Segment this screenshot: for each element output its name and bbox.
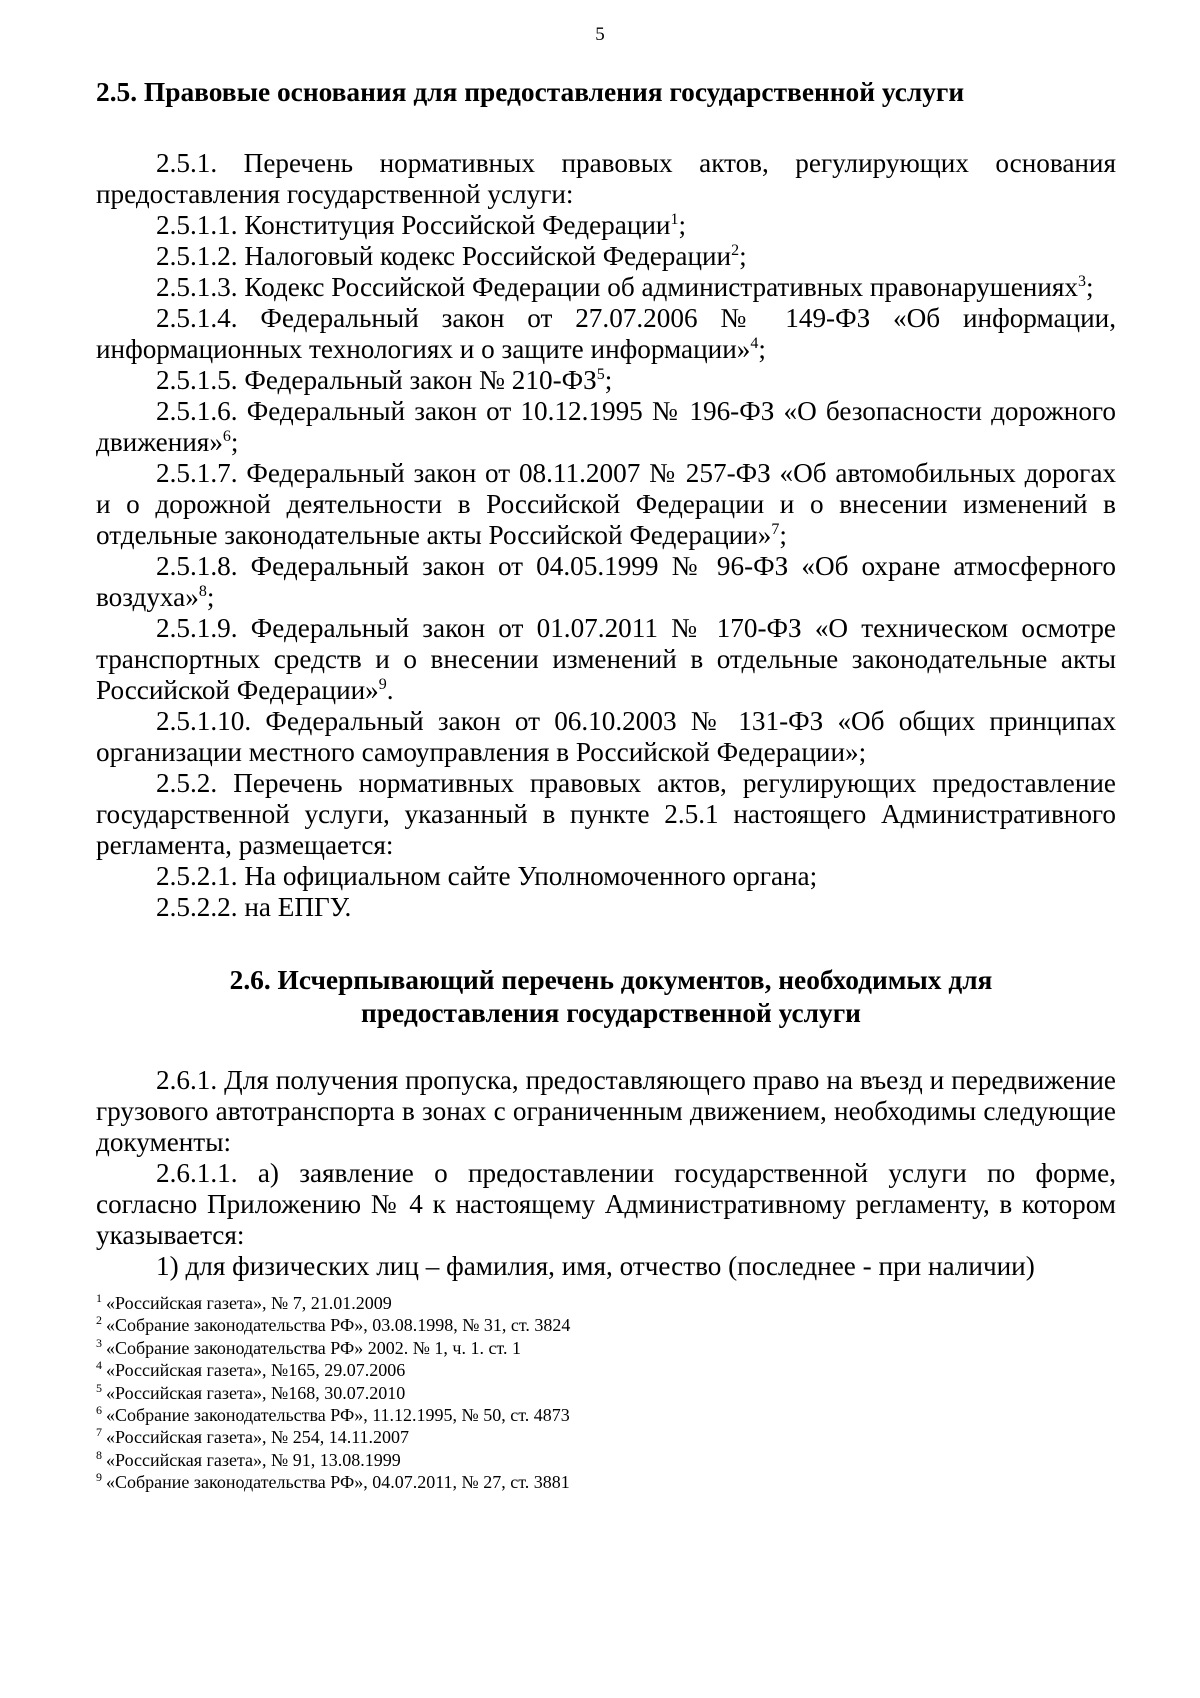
paragraph-2-5-1-4: 2.5.1.4. Федеральный закон от 27.07.2006 № 149-ФЗ «Об информации, информационных технологиях и о защите информации»$^4$; <box>96 303 1116 364</box>
footnote-ref: 5 <box>596 365 605 383</box>
section-heading-2-6 <box>96 964 1116 1030</box>
paragraph-2-5-1-9: 2.5.1.9. Федеральный закон от 01.07.2011 № 170-ФЗ «О техническом осмотре транспортных средств и о внесении изменений в отдельные законодательные акты Российской Федерации»$^9$. <box>96 613 1116 705</box>
page-number: 5 <box>595 24 605 45</box>
footnote-4: $^4$ «Российская газета», №165, 29.07.2006 <box>96 1358 406 1381</box>
paragraph-2-5-1-6: 2.5.1.6. Федеральный закон от 10.12.1995 № 196-ФЗ «О безопасности дорожного движения»$^6$; <box>96 396 1116 457</box>
footnote-7: $^7$ «Российская газета», № 254, 14.11.2007 <box>96 1425 410 1448</box>
paragraph-2-5-1-1: 2.5.1.1. Конституция Российской Федерации$^1$; <box>156 210 687 240</box>
paragraph-2-5-1-3: 2.5.1.3. Кодекс Российской Федерации об административных правонарушениях$^3$; <box>156 272 1094 302</box>
footnote-5: $^5$ «Российская газета», №168, 30.07.2010 <box>96 1380 406 1403</box>
footnotes <box>96 1292 1096 1494</box>
footnote-1: $^1$ «Российская газета», № 7, 21.01.2009 <box>96 1291 392 1313</box>
section-heading-2-6-line2: предоставления государственной услуги <box>361 998 861 1028</box>
paragraph-2-5-2: 2.5.2. Перечень нормативных правовых актов, регулирующих предоставление государственной услуги, указанный в пункте 2.5.1 настоящего Административного регламента, размещается: <box>96 768 1116 860</box>
footnote-9: $^9$ «Собрание законодательства РФ», 04.07.2011, № 27, ст. 3881 <box>96 1470 570 1493</box>
paragraph-2-5-2-2: 2.5.2.2. на ЕПГУ. <box>156 892 352 922</box>
document-body <box>96 76 1116 1282</box>
paragraph-2-6-1-1: 2.6.1.1. а) заявление о предоставлении государственной услуги по форме, согласно Приложению № 4 к настоящему Административному регламенту, в котором указывается: <box>96 1158 1116 1250</box>
section-heading-2-6-line1: 2.6. Исчерпывающий перечень документов, необходимых для <box>229 965 993 995</box>
footnote-ref: 6 <box>222 427 231 445</box>
footnote-ref: 3 <box>1078 272 1087 290</box>
paragraph-2-5-1-10: 2.5.1.10. Федеральный закон от 06.10.2003 № 131-ФЗ «Об общих принципах организации местного самоуправления в Российской Федерации»; <box>96 706 1116 767</box>
section-heading-2-5: 2.5. Правовые основания для предоставления государственной услуги <box>96 77 965 107</box>
paragraph-2-5-2-1: 2.5.2.1. На официальном сайте Уполномоченного органа; <box>156 861 818 891</box>
footnote-8: $^8$ «Российская газета», № 91, 13.08.1999 <box>96 1447 401 1470</box>
footnote-ref: 7 <box>771 520 780 538</box>
footnote-ref: 8 <box>198 582 207 600</box>
paragraph-2-5-1-5: 2.5.1.5. Федеральный закон № $210-ФЗ^5$; <box>156 365 613 395</box>
footnote-ref: 2 <box>731 241 740 259</box>
paragraph-2-5-1-8: 2.5.1.8. Федеральный закон от 04.05.1999 № 96-ФЗ «Об охране атмосферного воздуха»$^8$; <box>96 551 1116 612</box>
paragraph-2-5-1-2: 2.5.1.2. Налоговый кодекс Российской Федерации$^2$; <box>156 241 747 271</box>
paragraph-2-5-1-7: 2.5.1.7. Федеральный закон от 08.11.2007 № 257-ФЗ «Об автомобильных дорогах и о дорожной деятельности в Российской Федерации и о внесении изменений в отдельные законодательные акты Российской Федерации»$^7$; <box>96 458 1116 550</box>
footnote-ref: 1 <box>670 210 679 228</box>
footnote-2: $^2$ «Собрание законодательства РФ», 03.08.1998, № 31, ст. 3824 <box>96 1313 571 1336</box>
paragraph-2-6-1: 2.6.1. Для получения пропуска, предоставляющего право на въезд и передвижение грузового автотранспорта в зонах с ограниченным движением, необходимы следующие документы: <box>96 1065 1116 1157</box>
paragraph-2-5-1: 2.5.1. Перечень нормативных правовых актов, регулирующих основания предоставления государственной услуги: <box>96 148 1116 209</box>
footnote-ref: 4 <box>750 334 759 352</box>
footnote-ref: 9 <box>378 675 387 693</box>
footnote-6: $^6$ «Собрание законодательства РФ», 11.12.1995, № 50, ст. 4873 <box>96 1403 570 1426</box>
paragraph-2-6-1-1-1: 1) для физических лиц – фамилия, имя, отчество (последнее - при наличии) <box>156 1251 1035 1281</box>
footnote-3: $^3$ «Собрание законодательства РФ» 2002. № 1, ч. 1. ст. 1 <box>96 1335 521 1358</box>
